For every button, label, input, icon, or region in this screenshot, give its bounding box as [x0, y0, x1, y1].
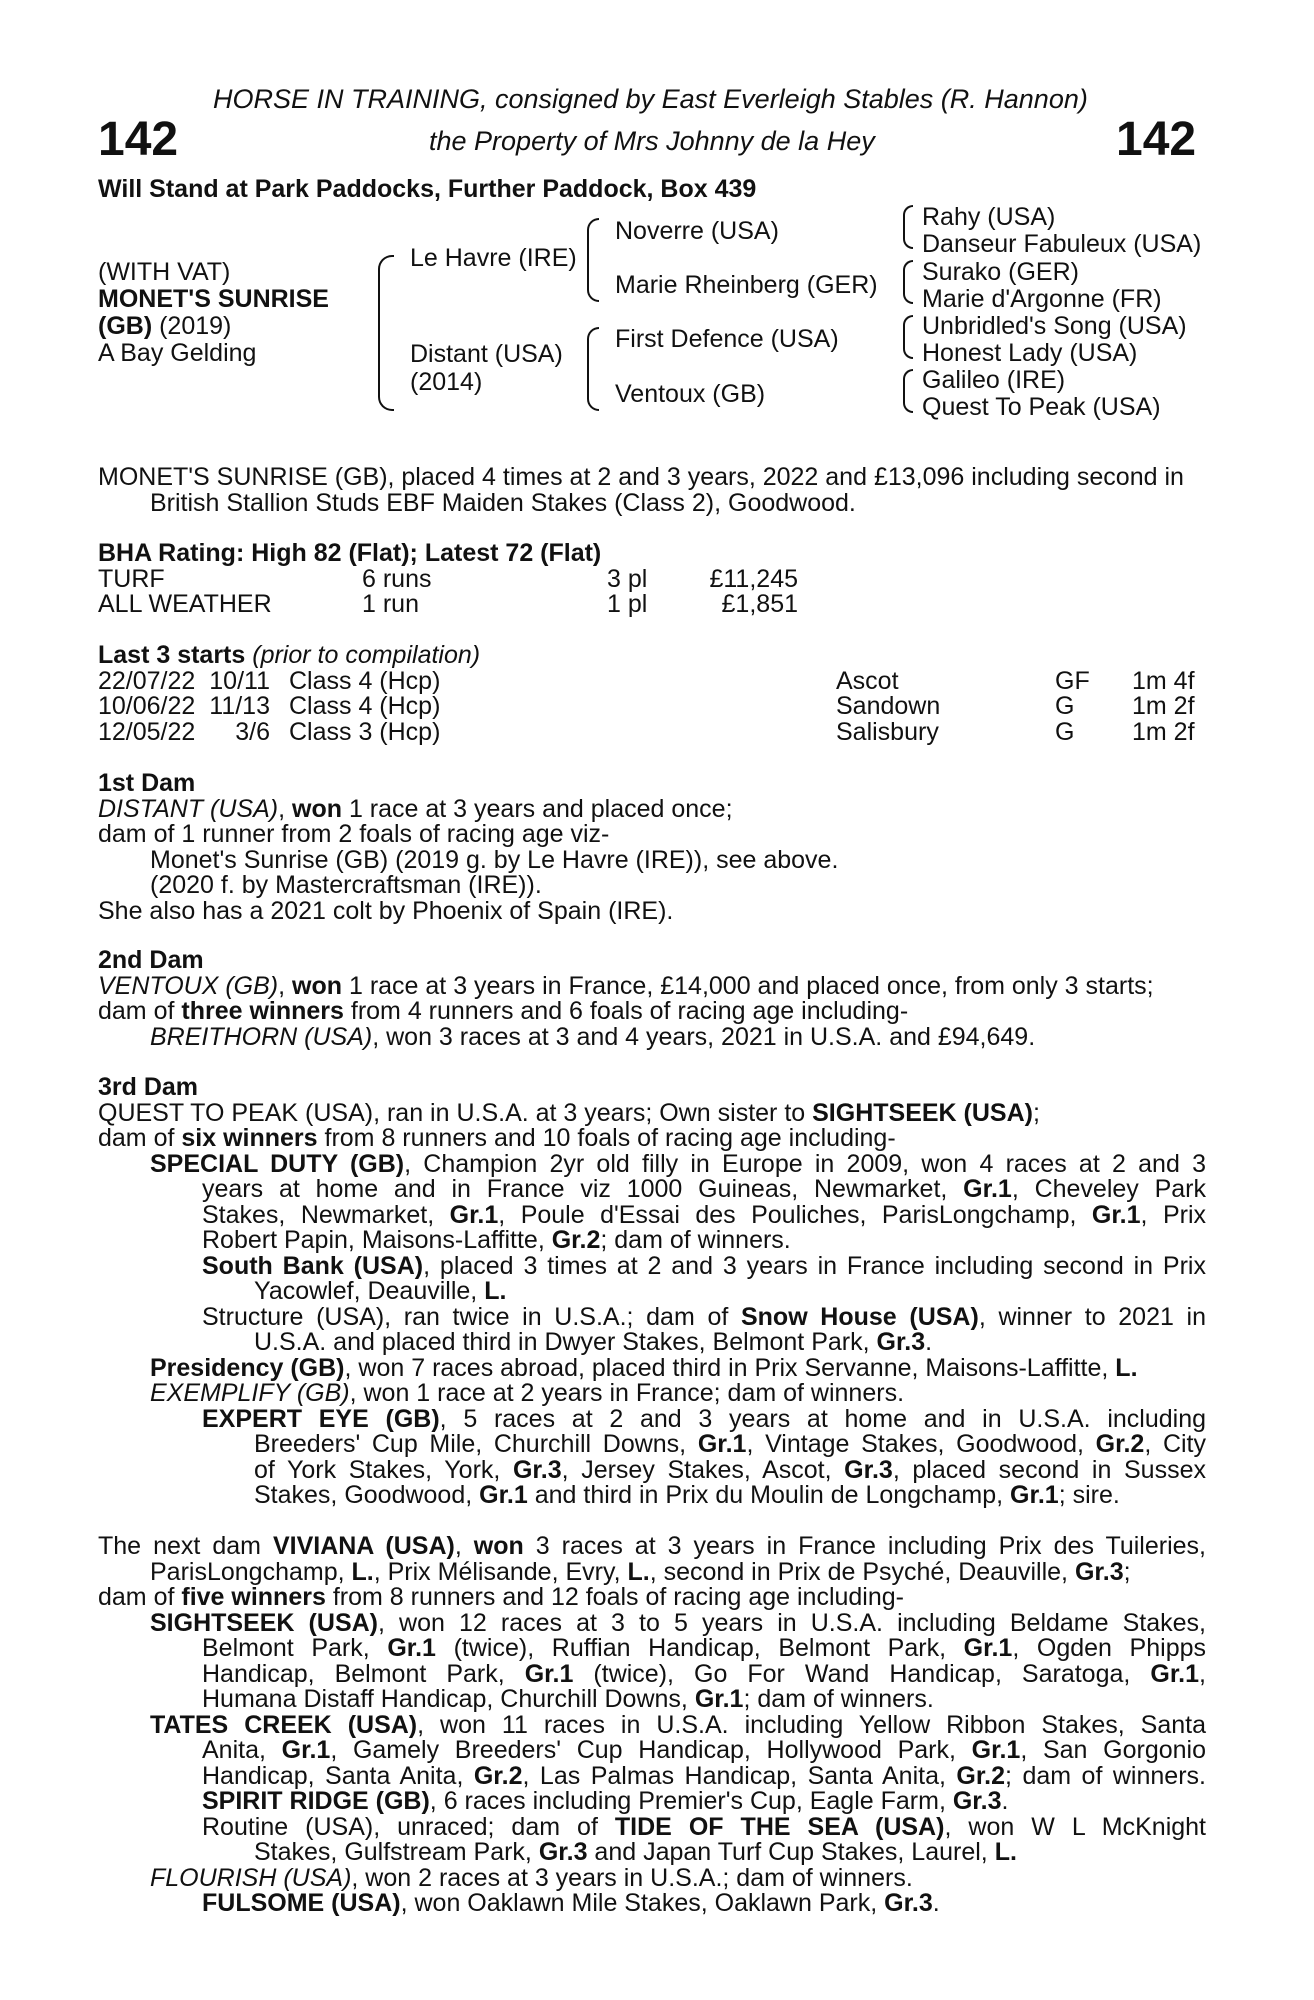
text: Robert Papin, Maisons-Laffitte,	[202, 1226, 552, 1254]
text: Stakes, Gulfstream Park,	[254, 1838, 539, 1866]
text: ,	[278, 971, 293, 1000]
progeny-name: FULSOME (USA)	[202, 1889, 401, 1917]
start-row	[98, 694, 1206, 720]
dss: Unbridled's Song (USA)	[922, 312, 1187, 340]
pedigree-brace-3b	[903, 260, 913, 304]
start-position: 10/11	[209, 666, 270, 695]
grade: Gr.2	[473, 1761, 523, 1790]
text: , Las Palmas Handicap, Santa Anita,	[522, 1761, 946, 1790]
text: Humana Distaff Handicap, Churchill Downs,	[202, 1685, 695, 1713]
text: Stakes, Newmarket,	[202, 1200, 435, 1229]
dam-sire: First Defence (USA)	[615, 325, 839, 353]
rating-title: BHA Rating: High 82 (Flat); Latest 72 (Flat)	[98, 539, 602, 567]
dam-name: VENTOUX (GB)	[98, 971, 279, 1000]
progeny-name: TIDE OF THE SEA (USA)	[614, 1812, 945, 1841]
text: , won 1 race at 2 years in France; dam of winners.	[349, 1379, 905, 1407]
grade: Gr.1	[963, 1175, 1012, 1203]
text: dam of	[98, 997, 182, 1025]
dds: Galileo (IRE)	[922, 366, 1066, 394]
sire: Le Havre (IRE)	[410, 244, 577, 272]
text: The next dam	[98, 1532, 273, 1560]
start-going: G	[1055, 717, 1075, 746]
text: Stakes, Goodwood,	[254, 1481, 480, 1509]
stand-location: Will Stand at Park Paddocks, Further Paddock, Box 439	[98, 175, 757, 203]
start-row	[98, 717, 1206, 746]
text: , placed second in Sussex	[892, 1455, 1206, 1484]
earnings: £1,851	[721, 590, 798, 618]
grade: Gr.1	[971, 1736, 1021, 1764]
rating-row	[98, 592, 1206, 618]
vat-label: (WITH VAT)	[98, 258, 231, 286]
text: Handicap, Belmont Park,	[202, 1659, 505, 1688]
text: , second in Prix de Psyché, Deauville,	[649, 1557, 1068, 1586]
last-starts	[98, 643, 1206, 745]
text: , won 12 races at 3 to 5 years in U.S.A. including Beldame Stakes,	[378, 1608, 1206, 1637]
progeny-name: EXPERT EYE (GB)	[202, 1404, 440, 1433]
text: Anita,	[202, 1736, 266, 1764]
second-dam-section	[98, 948, 1206, 1050]
text: , won Oaklawn Mile Stakes, Oaklawn Park,	[400, 1889, 885, 1917]
text: .	[1001, 1787, 1009, 1815]
text: (twice), Go For Wand Handicap, Saratoga,	[593, 1659, 1131, 1688]
start-going: GF	[1055, 666, 1090, 695]
lot-number-left: 142	[98, 113, 179, 166]
start-course: Salisbury	[836, 717, 939, 746]
text: 3 races at 3 years in France including Prix des Tuileries,	[523, 1532, 1206, 1560]
start-date: 12/05/22	[98, 717, 196, 746]
grade: Gr.3	[538, 1838, 588, 1866]
text: .	[932, 1889, 940, 1917]
text: , won 11 races in U.S.A. including Yellow Ribbon Stakes, Santa	[417, 1710, 1206, 1739]
text: , 5 races at 2 and 3 years at home and in U.S.A. including	[439, 1404, 1207, 1433]
text: , won 2 races at 3 years in U.S.A.; dam of winners.	[351, 1863, 913, 1892]
grade: L.	[351, 1557, 374, 1586]
pedigree-brace-2b	[587, 327, 599, 411]
progeny-name: Snow House (USA)	[740, 1302, 979, 1331]
placings: 3 pl	[607, 564, 648, 593]
text: , 6 races including Premier's Cup, Eagle Farm,	[429, 1787, 953, 1815]
horse-year: (2019)	[152, 312, 232, 340]
text: 1 race at 3 years and placed once;	[342, 794, 733, 823]
progeny-line: Monet's Sunrise (GB) (2019 g. by Le Havre (IRE)), see above.	[150, 845, 839, 874]
start-going: G	[1055, 692, 1075, 720]
text: , won W L McKnight	[944, 1812, 1207, 1841]
sire-dam: Marie Rheinberg (GER)	[615, 271, 878, 299]
start-distance: 1m 2f	[1132, 692, 1195, 720]
property-line: the Property of Mrs Johnny de la Hey	[429, 126, 875, 156]
start-class: Class 4 (Hcp)	[289, 692, 441, 720]
grade: Gr.1	[479, 1481, 528, 1509]
text: She also has a 2021 colt by Phoenix of Spain (IRE).	[98, 896, 674, 925]
text: , San Gorgonio	[1020, 1736, 1207, 1764]
text: of York Stakes, York,	[254, 1455, 501, 1484]
text: , Gamely Breeders' Cup Handicap, Hollywood Park,	[330, 1736, 956, 1764]
progeny-name: SIGHTSEEK (USA)	[150, 1608, 378, 1637]
start-class: Class 3 (Hcp)	[289, 717, 441, 746]
progeny-name: SPECIAL DUTY (GB)	[150, 1149, 405, 1178]
text: Routine (USA), unraced; dam of	[202, 1812, 598, 1841]
text: QUEST TO PEAK (USA), ran in U.S.A. at 3 years; Own sister to	[98, 1098, 813, 1127]
surface: TURF	[98, 564, 165, 593]
text: ; dam of winners.	[600, 1226, 791, 1254]
text: from 4 runners and 6 foals of racing age including-	[343, 997, 909, 1025]
summary-line-1: MONET'S SUNRISE (GB), placed 4 times at 2 and 3 years, 2022 and £13,096 including second in	[98, 463, 1184, 491]
progeny-name: Presidency (GB)	[150, 1353, 345, 1382]
horse-description: A Bay Gelding	[98, 339, 257, 367]
progeny-expert-eye	[98, 1404, 1207, 1509]
text: six winners	[181, 1124, 318, 1152]
text: won	[473, 1532, 524, 1560]
pedigree-brace-2a	[587, 218, 599, 302]
third-dam-section	[98, 1075, 1206, 1509]
earnings: £11,245	[709, 564, 798, 593]
text: (twice), Ruffian Handicap, Belmont Park,	[453, 1634, 947, 1662]
text: ; dam of winners.	[1005, 1761, 1206, 1790]
grade: Gr.1	[281, 1736, 331, 1764]
dam-name: VIVIANA (USA)	[272, 1532, 455, 1560]
text: Handicap, Santa Anita,	[202, 1761, 464, 1790]
text: Breeders' Cup Mile, Churchill Downs,	[254, 1430, 687, 1458]
text: , Cheveley Park	[1011, 1175, 1206, 1203]
text: dam of	[98, 1583, 182, 1611]
starts-title: Last 3 starts	[98, 641, 246, 669]
progeny-name: South Bank (USA)	[202, 1251, 424, 1280]
horse-country: (GB)	[98, 312, 153, 340]
grade: Gr.1	[387, 1634, 436, 1662]
text: from 8 runners and 12 foals of racing age including-	[325, 1583, 904, 1611]
text: won	[292, 971, 343, 1000]
grade: L.	[994, 1838, 1017, 1866]
text: , Jersey Stakes, Ascot,	[561, 1455, 832, 1484]
text: , winner to 2021 in	[978, 1302, 1206, 1331]
text: Yacowlef, Deauville,	[254, 1277, 485, 1305]
grade: Gr.1	[963, 1634, 1013, 1662]
text: , Champion 2yr old filly in Europe in 2009, won 4 races at 2 and 3	[404, 1149, 1206, 1178]
text: dam of	[98, 1124, 182, 1152]
start-position: 11/13	[209, 692, 270, 720]
start-row	[98, 666, 1206, 695]
grade: Gr.3	[844, 1455, 893, 1484]
text: SIGHTSEEK (USA)	[812, 1098, 1033, 1127]
progeny-special-duty	[98, 1149, 1206, 1356]
grade: Gr.1	[524, 1659, 574, 1688]
race-summary	[98, 465, 1206, 516]
progeny-line: (2020 f. by Mastercraftsman (IRE)).	[150, 871, 542, 899]
sds: Surako (GER)	[922, 258, 1079, 286]
text: dam of 1 runner from 2 foals of racing age viz-	[98, 820, 610, 848]
text: years at home and in France viz 1000 Guineas, Newmarket,	[202, 1175, 948, 1203]
text: from 8 runners and 10 foals of racing age including-	[317, 1124, 896, 1152]
progeny-name: EXEMPLIFY (GB)	[150, 1379, 350, 1407]
text: , Vintage Stakes, Goodwood,	[746, 1430, 1084, 1458]
pedigree-brace-3c	[903, 315, 913, 359]
horse-name: MONET'S SUNRISE	[98, 285, 329, 313]
section-title: 2nd Dam	[98, 946, 204, 974]
start-course: Ascot	[836, 666, 899, 695]
progeny-name: TATES CREEK (USA)	[150, 1710, 418, 1739]
text: , Prix Mélisande, Evry,	[373, 1557, 621, 1586]
grade: Gr.1	[1091, 1200, 1141, 1229]
grade: Gr.1	[694, 1685, 744, 1713]
text: , Prix	[1140, 1200, 1206, 1229]
text: five winners	[181, 1583, 326, 1611]
text: ,	[278, 794, 292, 823]
sire-sire: Noverre (USA)	[615, 217, 779, 245]
text: , Ogden Phipps	[1012, 1634, 1206, 1662]
text: U.S.A. and placed third in Dwyer Stakes, Belmont Park,	[254, 1328, 877, 1356]
grade: Gr.1	[697, 1430, 747, 1458]
grade: Gr.3	[1074, 1557, 1124, 1586]
start-position: 3/6	[235, 717, 270, 746]
text: , Poule d'Essai des Pouliches, ParisLongchamp,	[498, 1200, 1077, 1229]
grade: Gr.3	[952, 1787, 1002, 1815]
text: ,	[1199, 1659, 1206, 1688]
summary-line-2: British Stallion Studs EBF Maiden Stakes (Class 2), Goodwood.	[150, 488, 856, 517]
text: won	[292, 794, 342, 823]
start-date: 22/07/22	[98, 666, 196, 695]
grade: Gr.1	[449, 1200, 499, 1229]
section-title: 3rd Dam	[98, 1073, 199, 1101]
text: , won 7 races abroad, placed third in Prix Servanne, Maisons-Laffitte,	[344, 1353, 1116, 1382]
runs: 1 run	[362, 590, 419, 618]
dsd: Honest Lady (USA)	[922, 339, 1138, 367]
dam: Distant (USA)	[410, 340, 563, 368]
grade: Gr.1	[1150, 1659, 1200, 1688]
dam-year: (2014)	[410, 368, 483, 396]
ddd: Quest To Peak (USA)	[922, 393, 1161, 421]
text: Structure (USA), ran twice in U.S.A.; dam of	[202, 1302, 729, 1331]
start-date: 10/06/22	[98, 692, 196, 720]
consignment-line: HORSE IN TRAINING, consigned by East Everleigh Stables (R. Hannon)	[213, 84, 1088, 114]
grade: Gr.1	[1010, 1481, 1059, 1509]
dam-name: DISTANT (USA)	[98, 794, 279, 823]
start-distance: 1m 4f	[1132, 666, 1195, 695]
text: .	[925, 1328, 933, 1356]
text: Belmont Park,	[202, 1634, 370, 1662]
rating-section	[98, 541, 1206, 618]
text: ;	[1123, 1557, 1131, 1586]
surface: ALL WEATHER	[98, 590, 272, 618]
text: , City	[1144, 1430, 1206, 1458]
lot-number-right: 142	[1116, 113, 1197, 166]
text: and third in Prix du Moulin de Longchamp,	[527, 1481, 1011, 1509]
runs: 6 runs	[362, 564, 432, 593]
sss: Rahy (USA)	[922, 203, 1056, 231]
grade: L.	[627, 1557, 650, 1586]
grade: L.	[484, 1277, 507, 1305]
start-course: Sandown	[836, 692, 941, 720]
grade: Gr.2	[956, 1761, 1006, 1790]
progeny-sightseek	[98, 1608, 1206, 1713]
rating-row	[98, 564, 1206, 593]
text: 1 race at 3 years in France, £14,000 and placed once, from only 3 starts;	[342, 971, 1154, 1000]
horse-info	[98, 259, 378, 367]
dam-dam: Ventoux (GB)	[615, 380, 766, 408]
grade: Gr.3	[876, 1328, 926, 1356]
start-class: Class 4 (Hcp)	[289, 666, 441, 695]
ssd: Danseur Fabuleux (USA)	[922, 230, 1202, 258]
grade: Gr.2	[1095, 1430, 1145, 1458]
pedigree-brace-1	[378, 255, 394, 411]
progeny-tates-creek	[98, 1710, 1207, 1866]
start-distance: 1m 2f	[1132, 717, 1195, 746]
grade: Gr.2	[551, 1226, 601, 1254]
text: and Japan Turf Cup Stakes, Laurel,	[587, 1838, 995, 1866]
sdd: Marie d'Argonne (FR)	[922, 285, 1162, 313]
text: ; dam of winners.	[743, 1685, 934, 1713]
grade: Gr.3	[884, 1889, 933, 1917]
section-title: 1st Dam	[98, 769, 196, 797]
progeny-name: BREITHORN (USA)	[150, 1022, 373, 1051]
first-dam-section	[98, 771, 1206, 924]
next-dam-section	[98, 1534, 1206, 1917]
text: three winners	[181, 997, 344, 1025]
text: , placed 3 times at 2 and 3 years in France including second in Prix	[423, 1251, 1206, 1280]
text: ParisLongchamp,	[150, 1557, 345, 1586]
grade: Gr.3	[512, 1455, 562, 1484]
text: ; sire.	[1058, 1481, 1120, 1509]
starts-note: (prior to compilation)	[245, 641, 481, 669]
text: , won 3 races at 3 and 4 years, 2021 in U.S.A. and £94,649.	[372, 1022, 1036, 1051]
grade: L.	[1115, 1353, 1138, 1382]
progeny-name: SPIRIT RIDGE (GB)	[202, 1787, 430, 1815]
text: ,	[454, 1532, 474, 1560]
text: ;	[1032, 1098, 1040, 1127]
pedigree-brace-3d	[903, 369, 913, 413]
placings: 1 pl	[607, 590, 648, 618]
pedigree-brace-3a	[903, 205, 913, 249]
progeny-name: FLOURISH (USA)	[150, 1863, 352, 1892]
